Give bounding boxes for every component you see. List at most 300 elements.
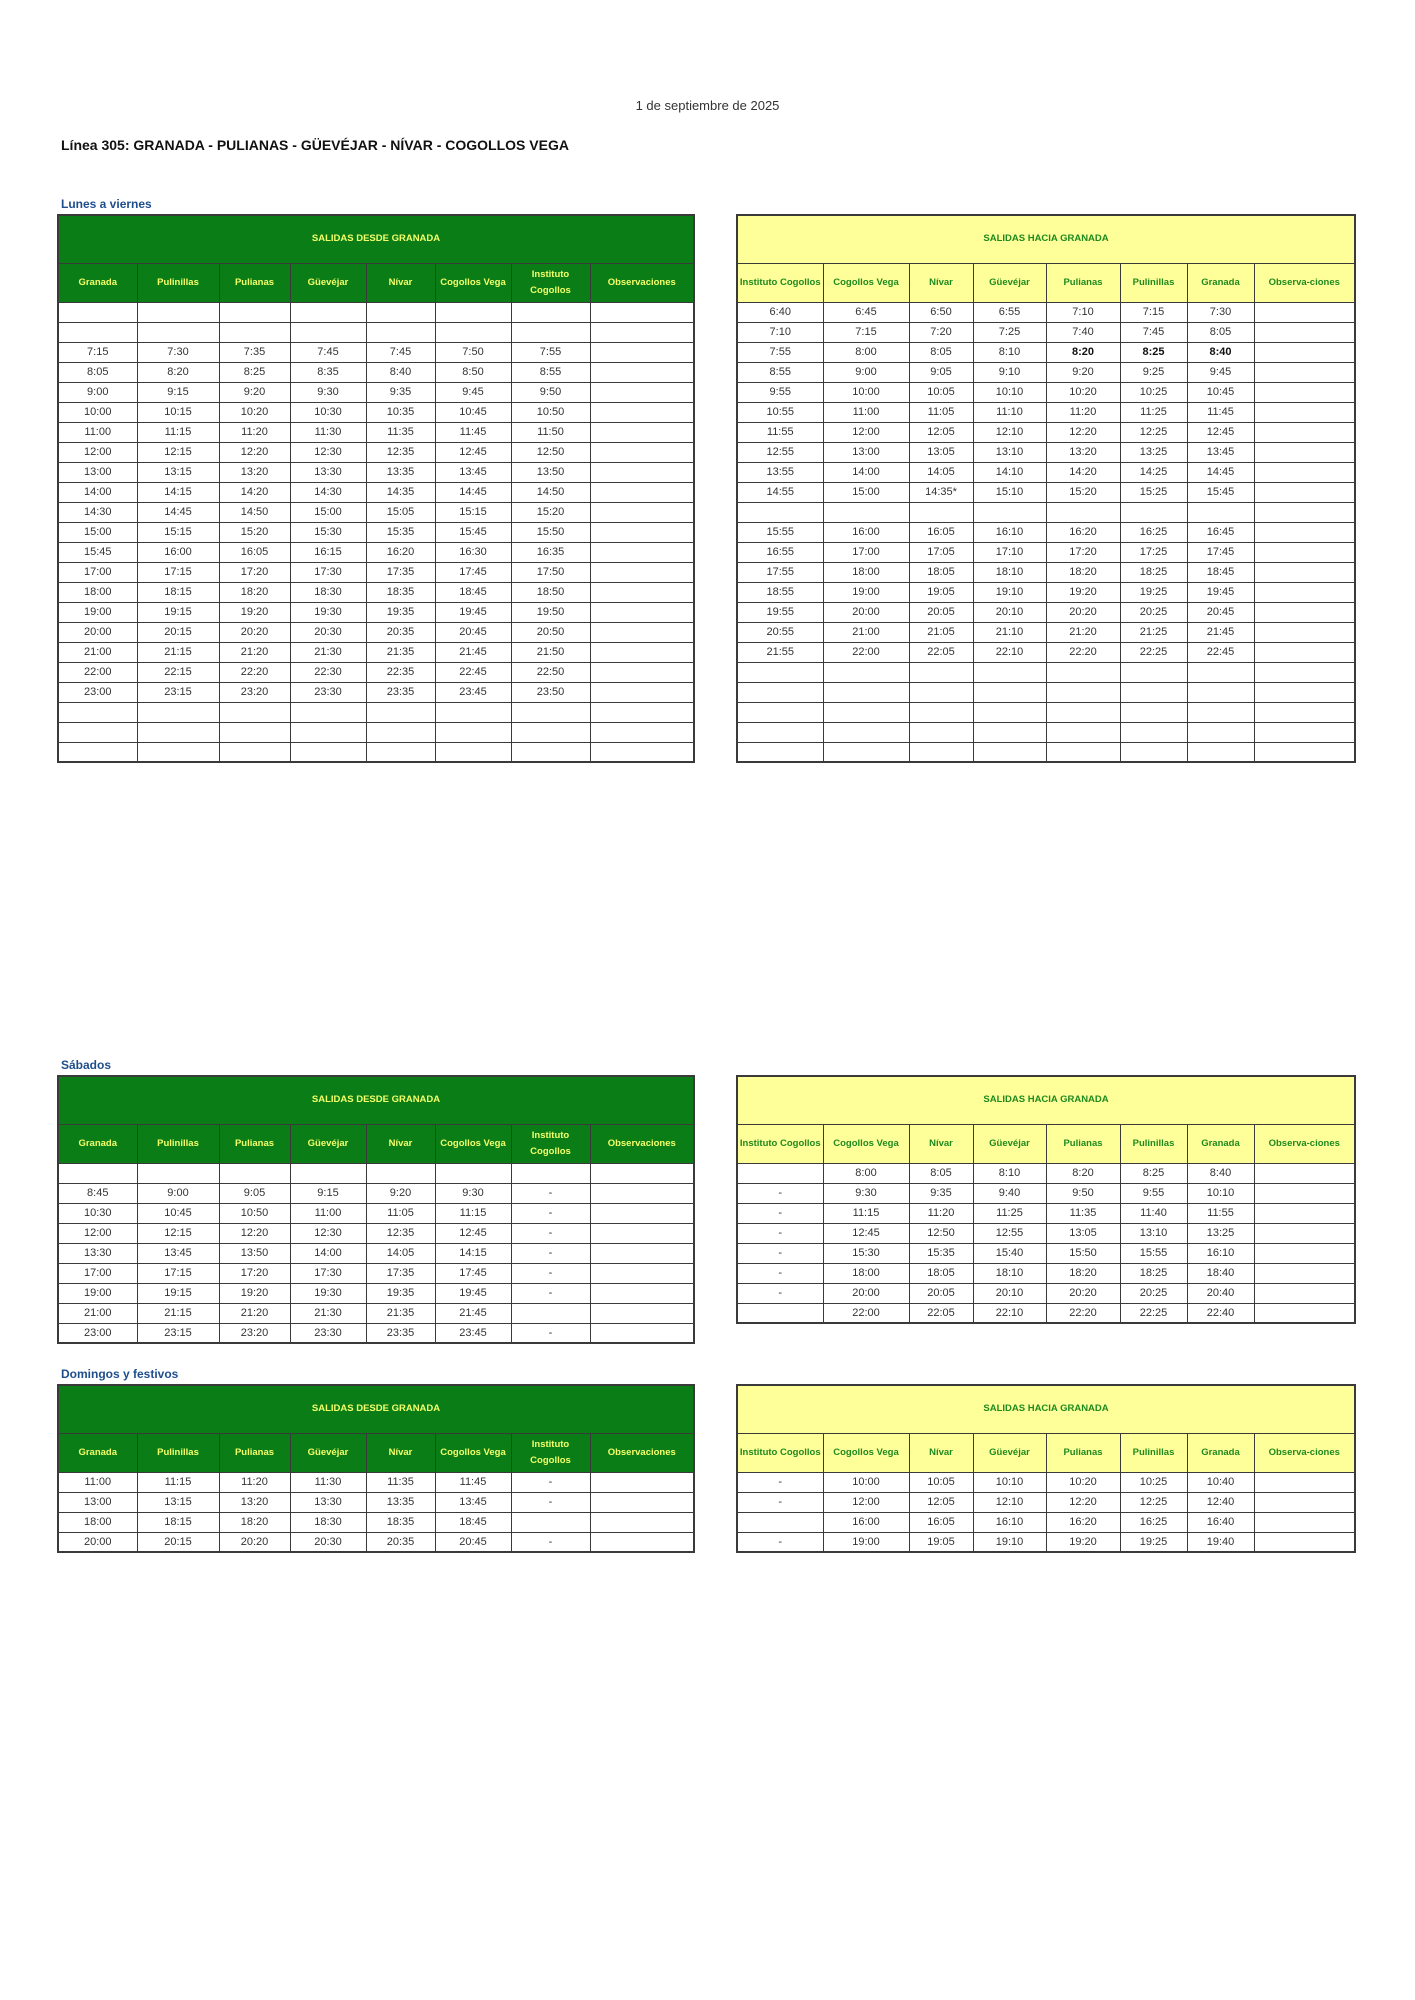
table-cell: 19:40 — [1187, 1532, 1254, 1552]
table-cell: 18:45 — [1187, 562, 1254, 582]
table-cell — [590, 682, 694, 702]
table-cell: 12:45 — [435, 1223, 511, 1243]
table-cell: - — [511, 1183, 590, 1203]
table-cell: 11:55 — [1187, 1203, 1254, 1223]
table-cell: 20:40 — [1187, 1283, 1254, 1303]
column-header: Observa-ciones — [1254, 263, 1355, 302]
table-cell: 14:20 — [219, 482, 290, 502]
table-cell — [1254, 562, 1355, 582]
table-row — [737, 542, 1355, 562]
table-cell — [1254, 442, 1355, 462]
table-cell: 7:25 — [973, 322, 1046, 342]
table-cell: 19:45 — [435, 602, 511, 622]
table-cell — [137, 302, 219, 322]
table-cell: 8:25 — [219, 362, 290, 382]
table-banner: SALIDAS DESDE GRANADA — [58, 1076, 694, 1124]
table-cell — [1254, 1263, 1355, 1283]
table-cell — [1187, 742, 1254, 762]
column-header: Pulianas — [219, 263, 290, 302]
table-cell: 19:20 — [219, 1283, 290, 1303]
table-cell: 23:00 — [58, 1323, 137, 1343]
table-cell — [590, 442, 694, 462]
table-cell — [1254, 1492, 1355, 1512]
table-cell — [909, 502, 973, 522]
table-cell — [219, 302, 290, 322]
table-row — [737, 642, 1355, 662]
table-cell: 14:45 — [137, 502, 219, 522]
table-cell: 9:55 — [1120, 1183, 1187, 1203]
table-cell: 17:45 — [435, 1263, 511, 1283]
table-row — [737, 1263, 1355, 1283]
table-cell: 10:05 — [909, 382, 973, 402]
table-cell: 16:10 — [1187, 1243, 1254, 1263]
table-cell: 18:55 — [737, 582, 823, 602]
table-cell: - — [511, 1223, 590, 1243]
table-row — [58, 1283, 694, 1303]
table-cell — [1254, 1283, 1355, 1303]
table-cell: 12:50 — [511, 442, 590, 462]
table-cell: 9:10 — [973, 362, 1046, 382]
table-cell: 10:45 — [137, 1203, 219, 1223]
table-cell: 20:05 — [909, 1283, 973, 1303]
table-row — [58, 322, 694, 342]
table-cell — [1254, 622, 1355, 642]
table-row — [58, 542, 694, 562]
table-cell — [137, 322, 219, 342]
table-cell: 18:30 — [290, 582, 366, 602]
table-cell: 10:50 — [219, 1203, 290, 1223]
table-cell — [737, 702, 823, 722]
table-cell: 18:10 — [973, 562, 1046, 582]
column-header: Pulinillas — [1120, 263, 1187, 302]
table-cell: 22:40 — [1187, 1303, 1254, 1323]
table-cell: 12:55 — [973, 1223, 1046, 1243]
table-cell: 12:25 — [1120, 1492, 1187, 1512]
table-cell — [1254, 1243, 1355, 1263]
table-cell: 12:05 — [909, 1492, 973, 1512]
column-header: Observaciones — [590, 1433, 694, 1472]
table-cell: 14:15 — [137, 482, 219, 502]
table-cell — [1254, 362, 1355, 382]
table-row — [737, 1283, 1355, 1303]
table-cell — [1254, 1472, 1355, 1492]
table-cell — [973, 742, 1046, 762]
table-cell: 14:30 — [58, 502, 137, 522]
table-cell: 19:25 — [1120, 1532, 1187, 1552]
table-cell: 19:10 — [973, 582, 1046, 602]
table-cell — [1046, 742, 1120, 762]
table-cell — [590, 1492, 694, 1512]
table-cell — [590, 362, 694, 382]
table-cell — [1254, 1532, 1355, 1552]
table-cell: - — [737, 1472, 823, 1492]
table-cell — [1254, 1183, 1355, 1203]
table-cell: 13:30 — [290, 1492, 366, 1512]
table-row — [58, 742, 694, 762]
table-cell: 20:45 — [1187, 602, 1254, 622]
table-cell — [1254, 1223, 1355, 1243]
table-cell — [823, 742, 909, 762]
table-cell: 12:05 — [909, 422, 973, 442]
table-cell — [435, 1163, 511, 1183]
table-cell: 20:50 — [511, 622, 590, 642]
table-cell — [590, 722, 694, 742]
table-cell: 22:20 — [219, 662, 290, 682]
table-cell: 13:45 — [435, 1492, 511, 1512]
table-cell — [58, 722, 137, 742]
table-row — [737, 662, 1355, 682]
column-header: Cogollos Vega — [435, 1433, 511, 1472]
table-cell: 10:00 — [823, 382, 909, 402]
table-cell: 15:30 — [823, 1243, 909, 1263]
table-cell: 23:45 — [435, 682, 511, 702]
table-cell: 18:00 — [823, 562, 909, 582]
table-cell: 13:20 — [219, 1492, 290, 1512]
table-cell: 19:50 — [511, 602, 590, 622]
table-cell: 19:00 — [58, 602, 137, 622]
table-cell — [590, 302, 694, 322]
table-cell — [290, 1163, 366, 1183]
column-header: Observaciones — [590, 263, 694, 302]
table-row — [58, 1472, 694, 1492]
column-header: Pulianas — [1046, 1433, 1120, 1472]
table-cell: 17:20 — [219, 562, 290, 582]
table-cell — [1187, 502, 1254, 522]
table-cell: 10:20 — [219, 402, 290, 422]
column-header: Instituto Cogollos — [737, 1433, 823, 1472]
table-cell: 17:35 — [366, 1263, 435, 1283]
table-cell: 19:05 — [909, 582, 973, 602]
table-row — [737, 1303, 1355, 1323]
table-cell — [1187, 682, 1254, 702]
table-cell: 19:25 — [1120, 582, 1187, 602]
table-row — [58, 1492, 694, 1512]
timetable-sunday-from-granada — [57, 1384, 695, 1553]
table-cell: 8:20 — [137, 362, 219, 382]
table-cell: 17:00 — [823, 542, 909, 562]
table-row — [737, 402, 1355, 422]
table-cell: 21:45 — [1187, 622, 1254, 642]
table-cell — [1254, 742, 1355, 762]
table-cell: 17:25 — [1120, 542, 1187, 562]
table-banner: SALIDAS HACIA GRANADA — [737, 1385, 1355, 1433]
table-cell: 19:30 — [290, 602, 366, 622]
table-cell: 13:50 — [219, 1243, 290, 1263]
table-cell: 15:10 — [973, 482, 1046, 502]
table-cell — [590, 642, 694, 662]
table-cell: 11:30 — [290, 422, 366, 442]
document-date: 1 de septiembre de 2025 — [635, 98, 780, 113]
table-cell: 13:45 — [137, 1243, 219, 1263]
table-row — [58, 602, 694, 622]
table-cell: 11:45 — [435, 1472, 511, 1492]
table-cell: 21:20 — [1046, 622, 1120, 642]
table-cell: 21:00 — [823, 622, 909, 642]
table-cell — [1046, 702, 1120, 722]
table-banner: SALIDAS DESDE GRANADA — [58, 1385, 694, 1433]
table-row — [737, 702, 1355, 722]
table-cell: 11:00 — [290, 1203, 366, 1223]
table-row — [737, 1492, 1355, 1512]
table-cell: 9:30 — [290, 382, 366, 402]
column-header: Instituto Cogollos — [737, 1124, 823, 1163]
table-cell: 16:15 — [290, 542, 366, 562]
table-cell: 18:20 — [219, 1512, 290, 1532]
table-cell: 10:40 — [1187, 1472, 1254, 1492]
table-row — [58, 1263, 694, 1283]
table-row — [58, 442, 694, 462]
timetable-weekday-to-granada — [736, 214, 1356, 763]
table-cell — [1254, 302, 1355, 322]
column-header: Instituto Cogollos — [511, 263, 590, 302]
table-cell — [590, 1323, 694, 1343]
table-cell: 21:10 — [973, 622, 1046, 642]
column-header: Cogollos Vega — [823, 1433, 909, 1472]
table-cell: 14:10 — [973, 462, 1046, 482]
table-cell — [435, 742, 511, 762]
table-cell: 8:35 — [290, 362, 366, 382]
table-cell — [58, 302, 137, 322]
table-cell — [590, 622, 694, 642]
table-cell: 20:20 — [1046, 602, 1120, 622]
table-row — [737, 582, 1355, 602]
column-header: Granada — [58, 263, 137, 302]
table-cell: 17:50 — [511, 562, 590, 582]
table-cell: 13:10 — [973, 442, 1046, 462]
table-cell: 13:05 — [909, 442, 973, 462]
table-cell — [823, 662, 909, 682]
table-cell: 16:05 — [219, 542, 290, 562]
table-cell: - — [511, 1283, 590, 1303]
table-cell: 21:05 — [909, 622, 973, 642]
table-cell: 9:00 — [58, 382, 137, 402]
table-cell: 19:10 — [973, 1532, 1046, 1552]
table-cell: 18:00 — [58, 582, 137, 602]
table-cell: 13:45 — [1187, 442, 1254, 462]
column-header: Nívar — [909, 1124, 973, 1163]
table-cell: 23:15 — [137, 682, 219, 702]
table-cell: 15:45 — [58, 542, 137, 562]
table-cell: 17:15 — [137, 562, 219, 582]
table-row — [58, 682, 694, 702]
table-cell — [1254, 702, 1355, 722]
table-row — [58, 562, 694, 582]
table-cell: 7:55 — [737, 342, 823, 362]
table-cell: 17:10 — [973, 542, 1046, 562]
table-cell: 17:35 — [366, 562, 435, 582]
table-cell: 21:20 — [219, 1303, 290, 1323]
table-cell: 12:50 — [909, 1223, 973, 1243]
table-cell — [590, 1203, 694, 1223]
table-cell: 21:45 — [435, 1303, 511, 1323]
table-cell — [435, 302, 511, 322]
section-label-sunday: Domingos y festivos — [61, 1367, 179, 1381]
table-cell: 10:25 — [1120, 1472, 1187, 1492]
table-cell: 14:50 — [511, 482, 590, 502]
table-cell: 9:15 — [137, 382, 219, 402]
table-row — [737, 342, 1355, 362]
column-header: Pulianas — [1046, 263, 1120, 302]
table-cell — [590, 382, 694, 402]
table-cell: 18:20 — [219, 582, 290, 602]
table-cell: - — [511, 1532, 590, 1552]
table-cell: 19:00 — [823, 582, 909, 602]
table-cell: 23:50 — [511, 682, 590, 702]
table-cell — [366, 702, 435, 722]
table-cell: 15:15 — [137, 522, 219, 542]
table-cell: 8:55 — [511, 362, 590, 382]
column-header: Nívar — [909, 263, 973, 302]
table-cell: 18:05 — [909, 1263, 973, 1283]
table-row — [737, 722, 1355, 742]
table-cell: 17:55 — [737, 562, 823, 582]
table-cell — [219, 702, 290, 722]
table-cell: 7:55 — [511, 342, 590, 362]
table-cell: 23:20 — [219, 682, 290, 702]
table-cell — [823, 702, 909, 722]
column-header: Granada — [58, 1433, 137, 1472]
table-cell: 10:05 — [909, 1472, 973, 1492]
table-cell: 8:05 — [909, 342, 973, 362]
table-cell: 10:10 — [973, 1472, 1046, 1492]
table-cell: 13:25 — [1120, 442, 1187, 462]
column-header: Instituto Cogollos — [511, 1124, 590, 1163]
table-cell — [219, 322, 290, 342]
table-cell: 19:15 — [137, 1283, 219, 1303]
table-cell: 19:20 — [219, 602, 290, 622]
table-cell: 17:05 — [909, 542, 973, 562]
table-cell: 9:20 — [219, 382, 290, 402]
table-cell: 9:25 — [1120, 362, 1187, 382]
table-row — [737, 382, 1355, 402]
table-cell: 18:50 — [511, 582, 590, 602]
table-cell — [511, 702, 590, 722]
table-cell: 10:30 — [58, 1203, 137, 1223]
table-cell: 18:20 — [1046, 562, 1120, 582]
table-row — [58, 1163, 694, 1183]
column-header: Güevéjar — [290, 1433, 366, 1472]
table-cell: 20:20 — [1046, 1283, 1120, 1303]
table-cell — [366, 742, 435, 762]
table-cell: 15:50 — [1046, 1243, 1120, 1263]
table-cell: 16:05 — [909, 522, 973, 542]
table-cell: 9:35 — [366, 382, 435, 402]
table-cell: 18:25 — [1120, 1263, 1187, 1283]
table-banner: SALIDAS HACIA GRANADA — [737, 1076, 1355, 1124]
timetable-sunday-to-granada — [736, 1384, 1356, 1553]
table-cell — [973, 722, 1046, 742]
table-cell: 10:10 — [973, 382, 1046, 402]
table-cell: 7:45 — [1120, 322, 1187, 342]
table-cell: 16:40 — [1187, 1512, 1254, 1532]
column-header: Güevéjar — [973, 1124, 1046, 1163]
table-cell: 16:25 — [1120, 1512, 1187, 1532]
table-cell: 14:00 — [823, 462, 909, 482]
table-cell: 20:10 — [973, 1283, 1046, 1303]
table-cell: 9:30 — [823, 1183, 909, 1203]
table-cell: 20:35 — [366, 1532, 435, 1552]
table-cell — [590, 542, 694, 562]
table-cell — [590, 1532, 694, 1552]
table-row — [58, 502, 694, 522]
table-cell — [219, 742, 290, 762]
table-row — [737, 322, 1355, 342]
table-row — [58, 622, 694, 642]
table-cell: 19:35 — [366, 1283, 435, 1303]
table-cell: 7:20 — [909, 322, 973, 342]
table-cell: 15:35 — [909, 1243, 973, 1263]
table-cell: 8:25 — [1120, 1163, 1187, 1183]
table-cell: 11:20 — [219, 422, 290, 442]
table-row — [58, 402, 694, 422]
table-cell — [590, 1283, 694, 1303]
table-cell — [590, 1472, 694, 1492]
table-cell — [1120, 742, 1187, 762]
table-cell: 15:20 — [511, 502, 590, 522]
column-header: Güevéjar — [973, 1433, 1046, 1472]
column-header: Pulianas — [1046, 1124, 1120, 1163]
table-cell: 23:30 — [290, 1323, 366, 1343]
table-cell: 12:10 — [973, 422, 1046, 442]
table-cell: 20:00 — [823, 1283, 909, 1303]
table-cell: 16:10 — [973, 522, 1046, 542]
table-cell: 17:30 — [290, 562, 366, 582]
table-cell: 19:55 — [737, 602, 823, 622]
table-cell — [1254, 502, 1355, 522]
table-cell: 14:45 — [435, 482, 511, 502]
table-cell — [590, 502, 694, 522]
table-cell — [909, 662, 973, 682]
table-cell: 16:25 — [1120, 522, 1187, 542]
table-cell — [290, 722, 366, 742]
table-cell: 9:35 — [909, 1183, 973, 1203]
table-cell: 19:05 — [909, 1532, 973, 1552]
table-cell: 17:45 — [435, 562, 511, 582]
table-cell: 6:40 — [737, 302, 823, 322]
table-cell: 10:00 — [823, 1472, 909, 1492]
table-cell — [1254, 462, 1355, 482]
table-cell: 11:50 — [511, 422, 590, 442]
table-cell: 13:30 — [58, 1243, 137, 1263]
table-cell: 9:40 — [973, 1183, 1046, 1203]
table-cell: 10:45 — [435, 402, 511, 422]
column-header: Instituto Cogollos — [737, 263, 823, 302]
table-cell: 22:20 — [1046, 642, 1120, 662]
table-cell: 12:20 — [1046, 422, 1120, 442]
table-cell: 23:20 — [219, 1323, 290, 1343]
table-cell: 20:00 — [58, 1532, 137, 1552]
table-cell: 18:20 — [1046, 1263, 1120, 1283]
table-cell: 13:25 — [1187, 1223, 1254, 1243]
table-cell: 12:35 — [366, 442, 435, 462]
table-cell — [823, 722, 909, 742]
table-row — [737, 1512, 1355, 1532]
table-cell: 9:50 — [511, 382, 590, 402]
table-cell: 10:20 — [1046, 382, 1120, 402]
table-cell: 14:00 — [290, 1243, 366, 1263]
table-cell: 14:00 — [58, 482, 137, 502]
table-cell: 10:00 — [58, 402, 137, 422]
table-cell — [1254, 642, 1355, 662]
table-cell: 17:00 — [58, 562, 137, 582]
table-cell — [58, 322, 137, 342]
table-cell — [737, 1512, 823, 1532]
table-cell — [590, 1163, 694, 1183]
table-cell: - — [737, 1243, 823, 1263]
table-cell: 8:20 — [1046, 1163, 1120, 1183]
table-cell: 16:00 — [823, 522, 909, 542]
table-cell — [137, 1163, 219, 1183]
